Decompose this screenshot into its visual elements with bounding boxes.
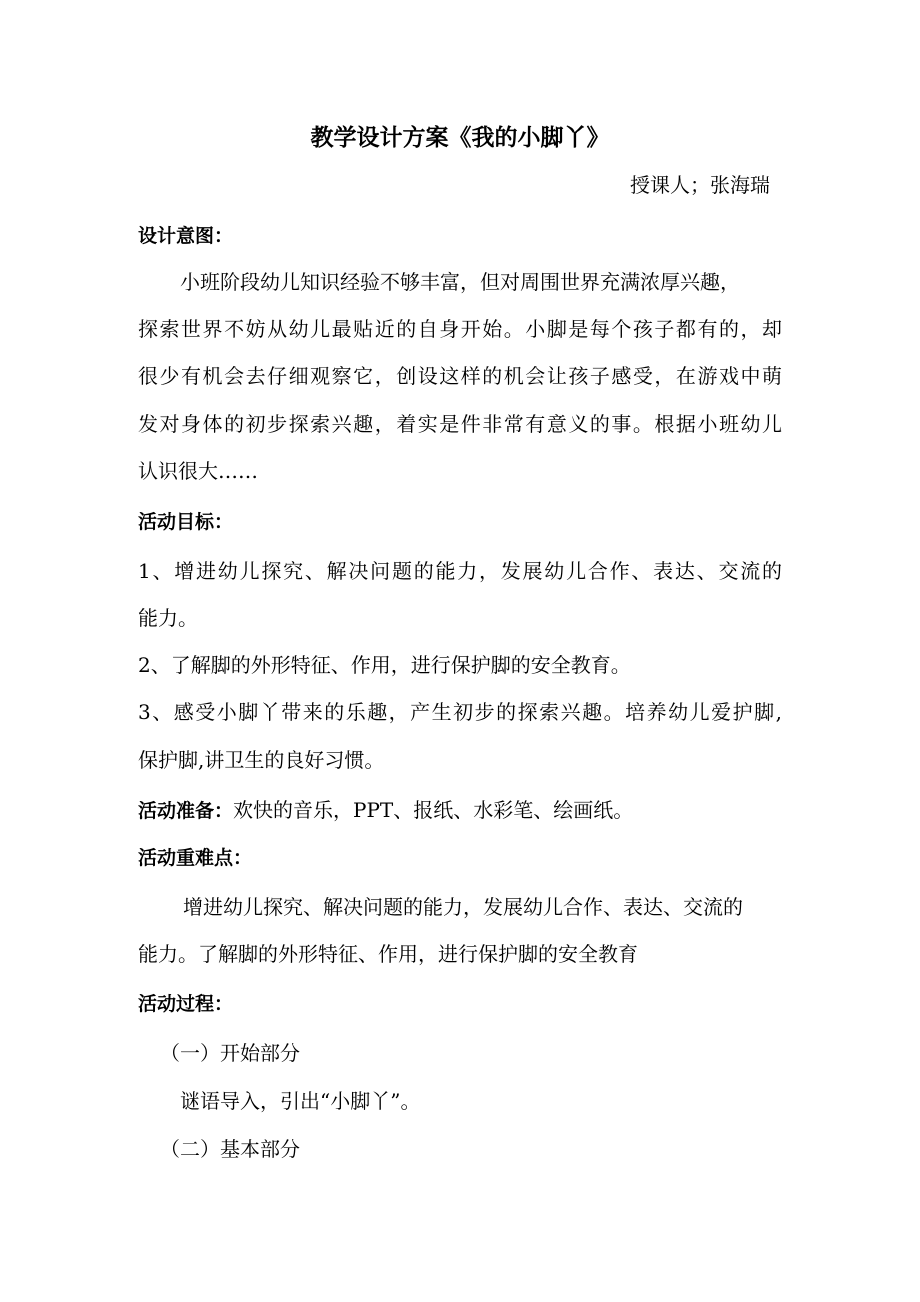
design-intent-line: 认识很大…… <box>138 459 258 483</box>
goals-heading: 活动目标： <box>138 511 234 533</box>
design-intent-line: 很少有机会去仔细观察它，创设这样的机会让孩子感受，在游戏中萌 <box>138 364 782 388</box>
preparation-heading: 活动准备： <box>138 800 234 822</box>
process-part2-title: （二）基本部分 <box>160 1137 300 1161</box>
goal-line: 保护脚,讲卫生的良好习惯。 <box>138 748 385 772</box>
process-part1-title: （一）开始部分 <box>160 1041 300 1065</box>
goal-line: 3、感受小脚丫带来的乐趣，产生初步的探索兴趣。培养幼儿爱护脚, <box>138 700 782 724</box>
key-points-line: 增进幼儿探究、解决问题的能力，发展幼儿合作、表达、交流的 <box>183 895 743 919</box>
preparation-line <box>138 792 633 829</box>
key-points-line: 能力。了解脚的外形特征、作用，进行保护脚的安全教育 <box>138 942 638 966</box>
design-intent-line: 小班阶段幼儿知识经验不够丰富，但对周围世界充满浓厚兴趣， <box>180 270 740 294</box>
preparation-text: 欢快的音乐，PPT、报纸、水彩笔、绘画纸。 <box>233 798 634 822</box>
process-heading: 活动过程： <box>138 993 234 1015</box>
document-title: 教学设计方案《我的小脚丫》 <box>310 125 610 151</box>
author-line: 授课人；张海瑞 <box>630 173 770 197</box>
goal-line: 2、了解脚的外形特征、作用，进行保护脚的安全教育。 <box>138 653 631 677</box>
key-points-heading: 活动重难点： <box>138 847 253 869</box>
goal-line: 能力。 <box>138 606 198 630</box>
design-intent-line: 发对身体的初步探索兴趣，着实是件非常有意义的事。根据小班幼儿 <box>138 412 782 436</box>
goal-line: 1、增进幼儿探究、解决问题的能力，发展幼儿合作、表达、交流的 <box>138 559 782 583</box>
design-intent-line: 探索世界不妨从幼儿最贴近的自身开始。小脚是每个孩子都有的，却 <box>138 317 782 341</box>
design-intent-heading: 设计意图： <box>138 225 234 247</box>
process-part1-text: 谜语导入，引出“小脚丫”。 <box>180 1089 421 1113</box>
